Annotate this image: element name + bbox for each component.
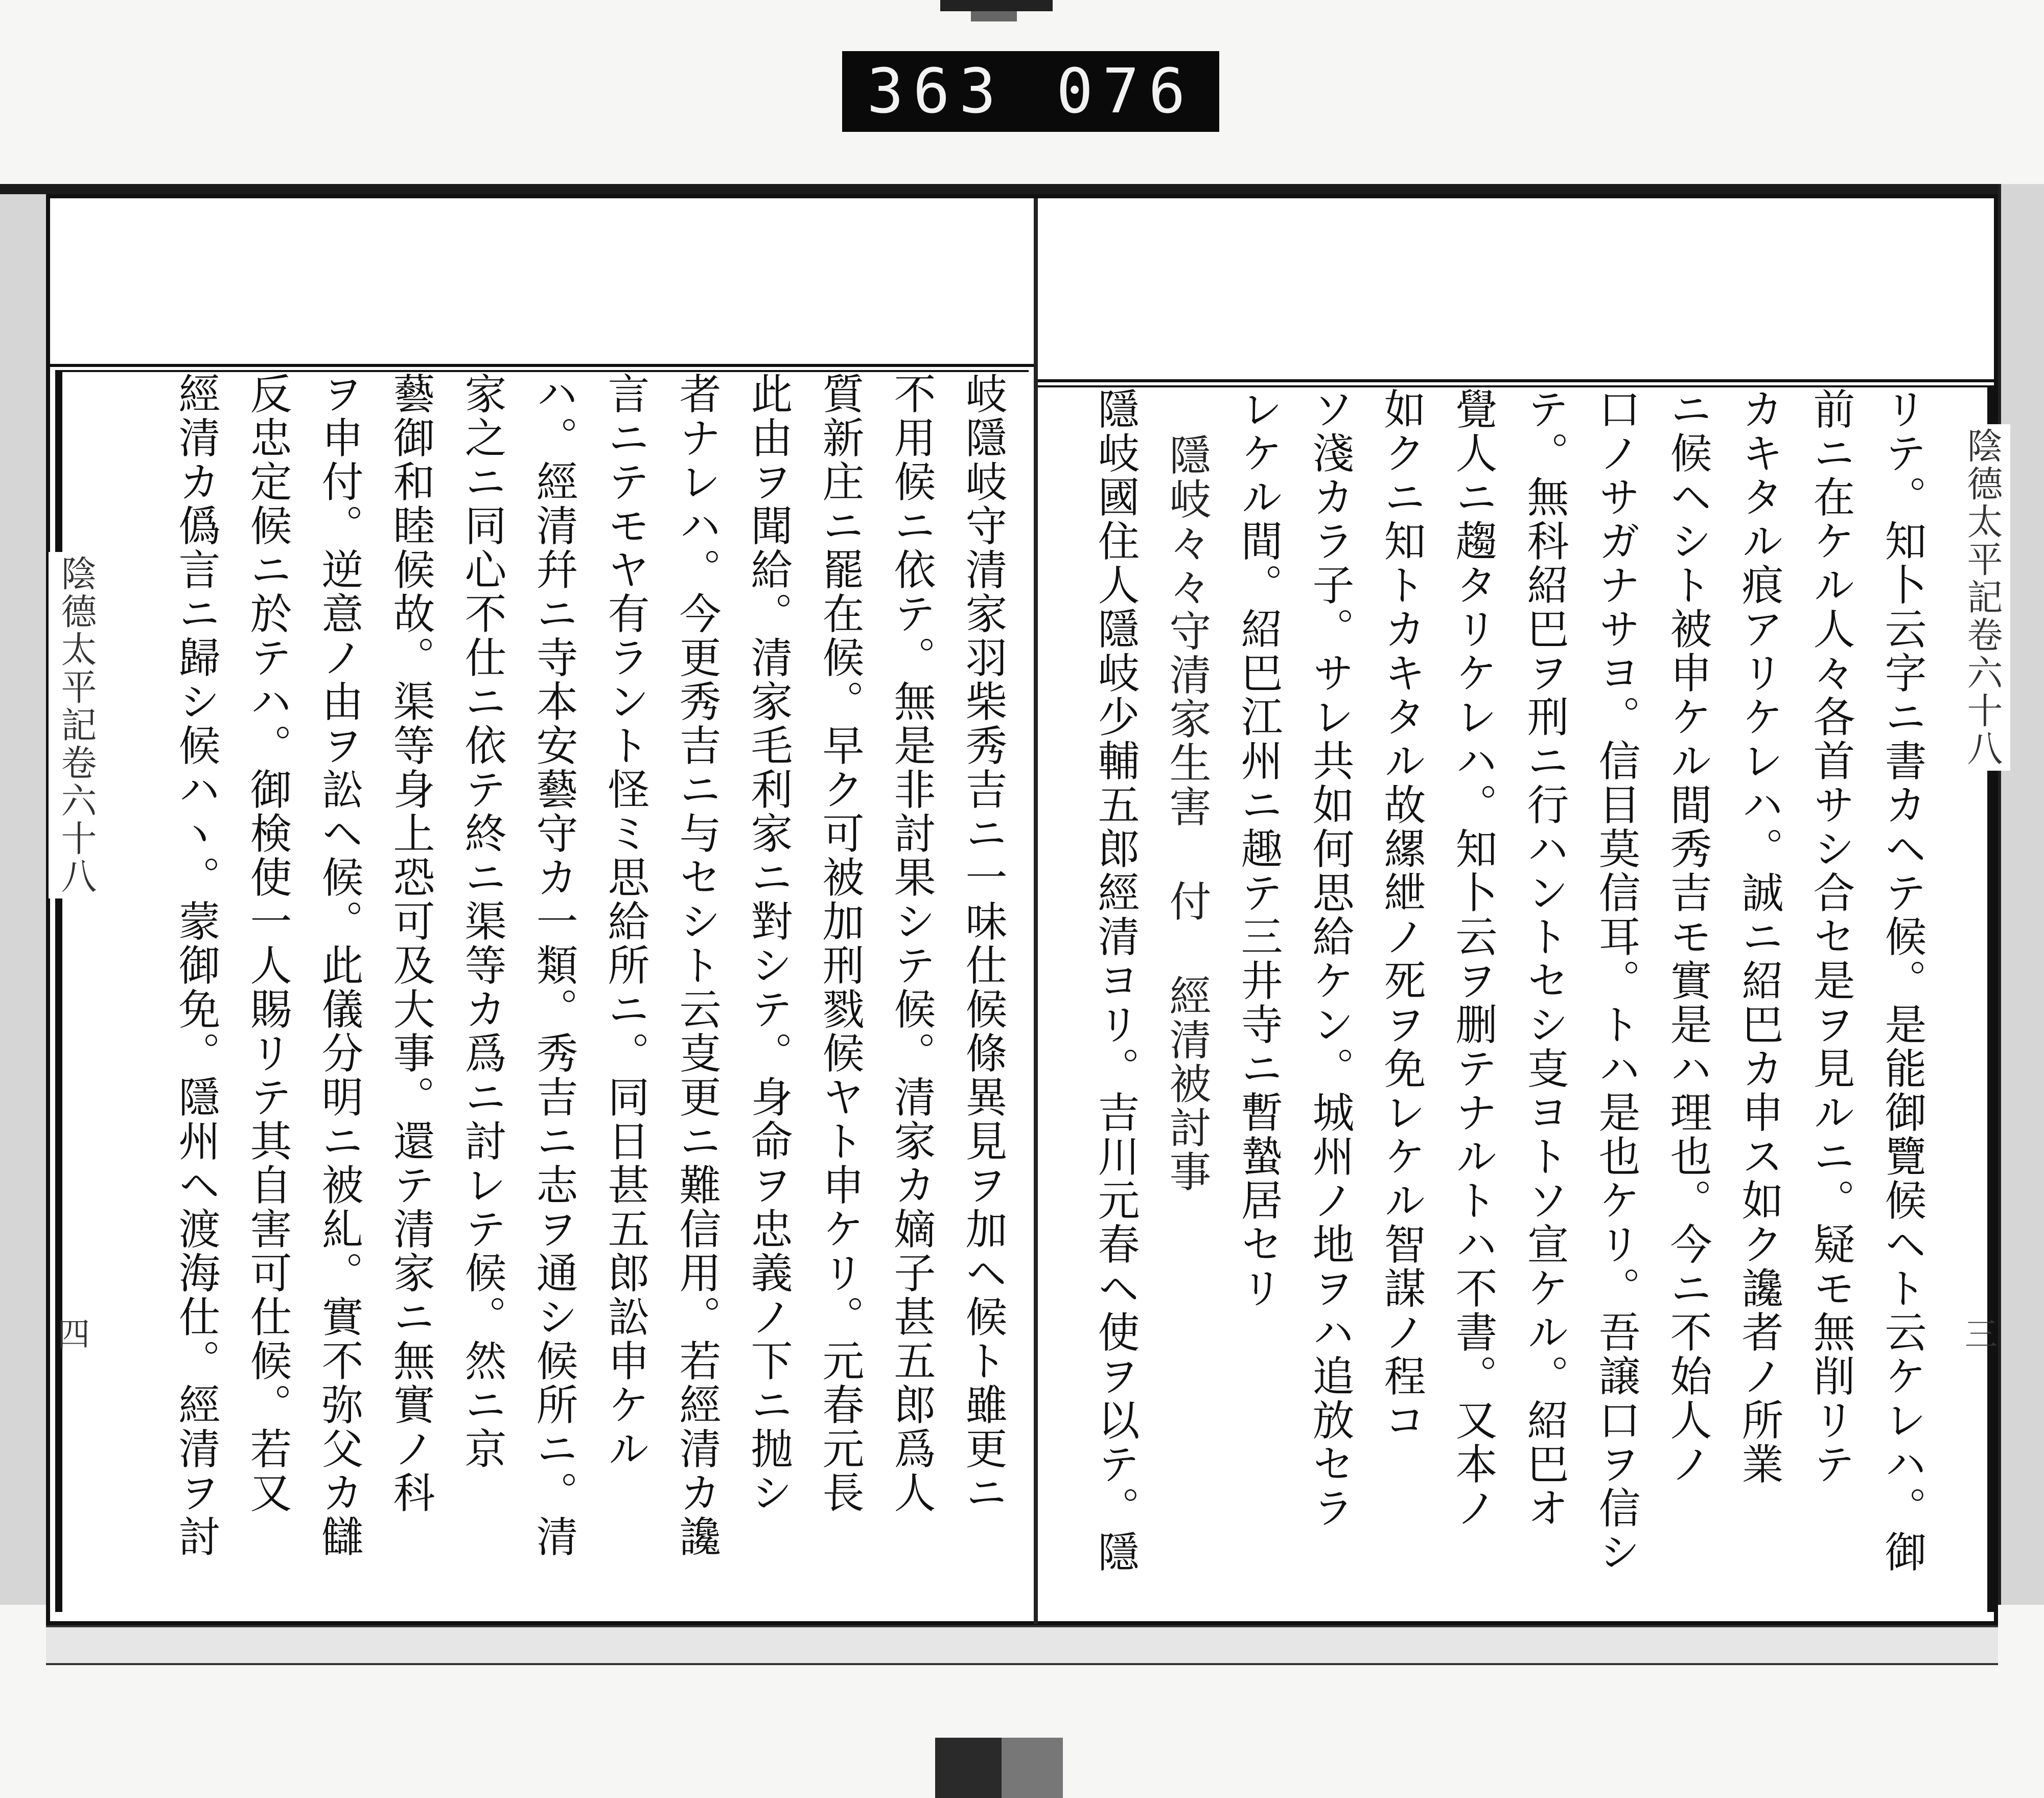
text-column: テ。無科紹巴ヲ刑ニ行ハントセシ㕝ヨトソ宣ケル。紹巴オ [1520, 387, 1569, 1530]
left-page [55, 370, 1029, 1612]
book-cover-top-edge [0, 184, 2044, 194]
text-column: ヲ申付。逆意ノ由ヲ訟ヘ候。此儀分明ニ被糺。實不弥父カ讎 [315, 372, 363, 1559]
text-column: 言ニテモヤ有ラント怪ミ思給所ニ。同日甚五郎訟申ケル [601, 372, 649, 1471]
text-column: 隱岐國住人隱岐少輔五郎經清ヨリ。吉川元春ヘ使ヲ以テ。隱 [1091, 387, 1140, 1574]
right-running-head: 陰德太平記卷六十八 [1955, 424, 2010, 771]
left-page-top-margin [50, 198, 1034, 367]
text-column: レケル間。紹巴江州ニ趣テ三井寺ニ暫蟄居セリ [1234, 387, 1283, 1310]
text-column: 反忠定候ニ於テハ。御検使一人賜リテ其自害可仕候。若又 [243, 372, 292, 1515]
text-column: 質新庄ニ罷在候。早ク可被加刑戮候ヤト申ケリ。元春元長 [816, 372, 864, 1515]
film-reel-number: 363 [867, 56, 1005, 127]
left-folio: 四 [57, 1316, 90, 1354]
text-column: カキタル痕アリケレハ。誠ニ紹巴カ申ス如ク讒者ノ所業 [1735, 387, 1783, 1486]
text-column: 前ニ在ケル人々各首サシ合セ是ヲ見ルニ。疑モ無削リテ [1806, 387, 1855, 1486]
text-column: 不用候ニ依テ。無是非討果シテ候。清家カ嫡子甚五郎爲人 [887, 372, 936, 1515]
right-page [1038, 385, 1994, 1612]
text-column: ソ淺カラ子。サレ共如何思給ケン。城州ノ地ヲハ追放セラ [1306, 387, 1354, 1530]
microfilm-frame-label [842, 51, 1219, 132]
text-column: 藝御和睦候故。渠等身上恐可及大事。還テ清家ニ無實ノ科 [386, 372, 435, 1515]
chapter-heading: 隱岐々々守清家生害 付 經清被討事 [1163, 433, 1211, 1194]
text-column: 家之ニ同心不仕ニ依テ終ニ渠等カ爲ニ討レテ候。然ニ京 [458, 372, 506, 1471]
text-column: ニ候ヘシト被申ケル間秀吉モ實是ハ理也。今ニ不始人ノ [1663, 387, 1712, 1486]
book-spread [46, 194, 1998, 1625]
right-folio: 三 [1965, 1316, 1997, 1354]
text-column: 經清カ僞言ニ歸シ候ハヽ。蒙御免。隱州ヘ渡海仕。經清ヲ討 [172, 372, 220, 1559]
text-column: 者ナレハ。今更秀吉ニ与セシト云㕝更ニ難信用。若經清カ讒 [672, 372, 721, 1559]
book-cover-right-edge [1998, 184, 2044, 1605]
text-column: 口ノサガナサヨ。信目莫信耳。トハ是也ケリ。吾譲口ヲ信シ [1592, 387, 1640, 1574]
text-column: 岐隱岐守清家羽柴秀吉ニ一味仕候條異見ヲ加ヘ候ト雖更ニ [959, 372, 1007, 1515]
book-cover-left-edge [0, 194, 49, 1605]
text-column: 此由ヲ聞給。清家毛利家ニ對シテ。身命ヲ忠義ノ下ニ抛シ [744, 372, 793, 1515]
text-column: リテ。知卜云字ニ書カヘテ候。是能御覽候ヘト云ケレハ。御 [1878, 387, 1926, 1574]
scan-edge-mark [1002, 1738, 1063, 1798]
left-running-head: 陰德太平記卷六十八 [49, 552, 104, 898]
text-column: 如クニ知トカキタル故縲紲ノ死ヲ免レケル智謀ノ程コ [1377, 387, 1426, 1442]
book-gutter [1034, 198, 1038, 1624]
text-column: 覺人ニ趨タリケレハ。知卜云ヲ删テナルトハ不書。又本ノ [1449, 387, 1497, 1530]
scan-edge-mark [940, 0, 1053, 11]
text-column: ハ。經清幷ニ寺本安藝守カ一類。秀吉ニ志ヲ通シ候所ニ。清 [529, 372, 578, 1559]
scan-edge-mark [971, 11, 1017, 21]
film-frame-number: 076 [1056, 56, 1195, 127]
right-page-top-margin [1034, 198, 1994, 382]
book-cover-bottom-edge [46, 1625, 1998, 1665]
